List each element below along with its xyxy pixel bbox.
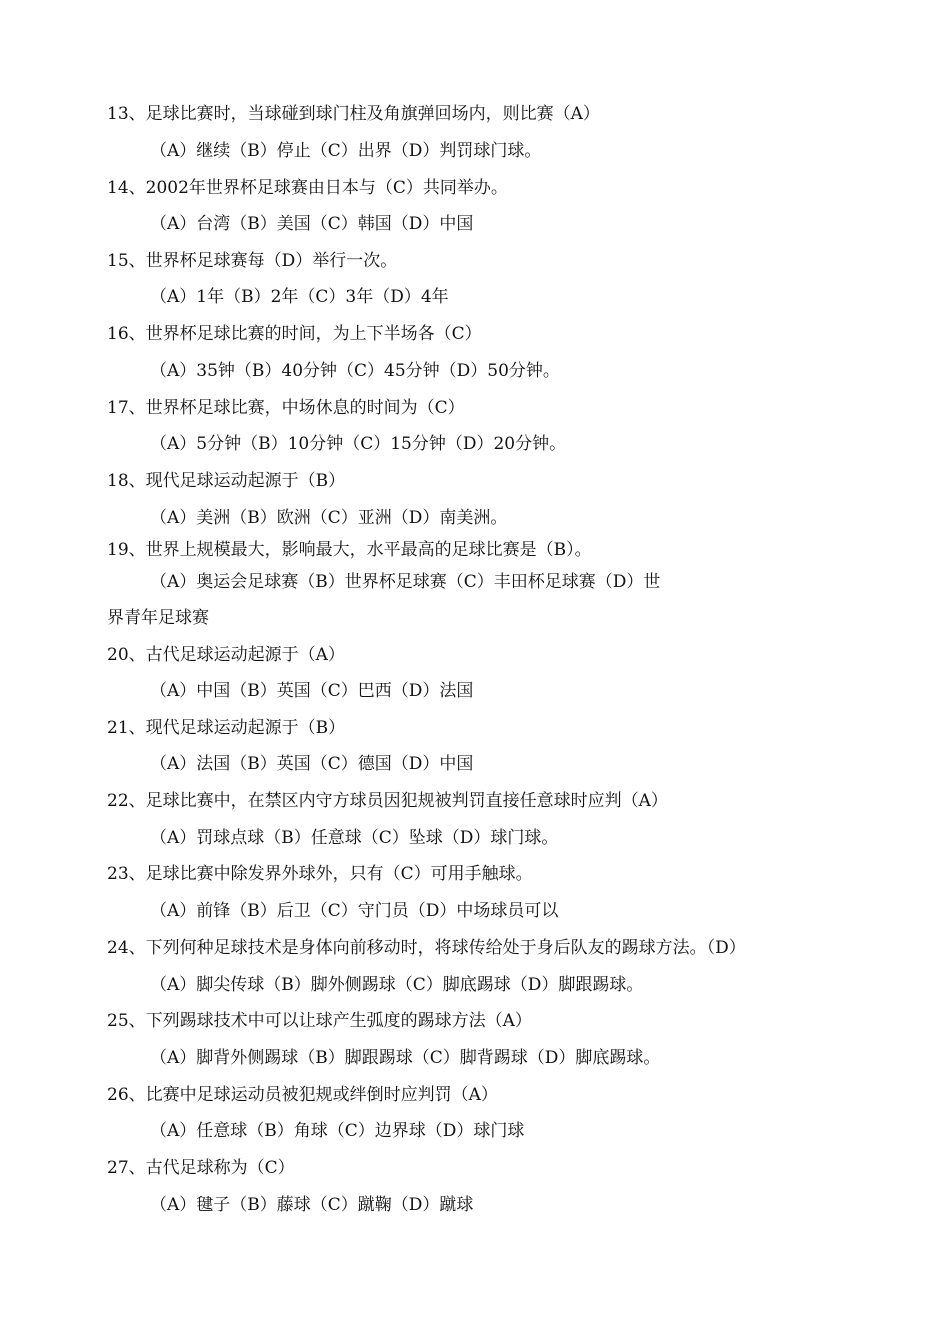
options-14: （A）台湾（B）美国（C）韩国（D）中国: [150, 214, 474, 234]
options-22: （A）罚球点球（B）任意球（C）坠球（D）球门球。: [150, 828, 559, 848]
question-18: 18、现代足球运动起源于（B）: [107, 471, 346, 491]
options-19: （A）奥运会足球赛（B）世界杯足球赛（C）丰田杯足球赛（D）世: [150, 572, 661, 592]
question-22: 22、足球比赛中，在禁区内守方球员因犯规被判罚直接任意球时应判（A）: [107, 791, 668, 811]
options-25: （A）脚背外侧踢球（B）脚跟踢球（C）脚背踢球（D）脚底踢球。: [150, 1048, 661, 1068]
question-16: 16、世界杯足球比赛的时间，为上下半场各（C）: [107, 324, 482, 344]
question-17: 17、世界杯足球比赛，中场休息的时间为（C）: [107, 398, 465, 418]
question-27: 27、古代足球称为（C）: [107, 1158, 295, 1178]
question-19: 19、世界上规模最大，影响最大，水平最高的足球比赛是（B）。: [107, 540, 592, 560]
options-17: （A）5分钟（B）10分钟（C）15分钟（D）20分钟。: [150, 434, 567, 454]
question-14: 14、2002年世界杯足球赛由日本与（C）共同举办。: [107, 178, 508, 198]
question-20: 20、古代足球运动起源于（A）: [107, 645, 345, 665]
options-19-continued: 界青年足球赛: [107, 608, 209, 628]
options-24: （A）脚尖传球（B）脚外侧踢球（C）脚底踢球（D）脚跟踢球。: [150, 975, 644, 995]
options-27: （A）毽子（B）藤球（C）蹴鞠（D）蹴球: [150, 1195, 474, 1215]
options-18: （A）美洲（B）欧洲（C）亚洲（D）南美洲。: [150, 508, 508, 528]
question-24: 24、下列何种足球技术是身体向前移动时，将球传给处于身后队友的踢球方法。（D）: [107, 938, 746, 958]
options-26: （A）任意球（B）角球（C）边界球（D）球门球: [150, 1121, 525, 1141]
options-15: （A）1年（B）2年（C）3年（D）4年: [150, 287, 449, 307]
question-13: 13、足球比赛时，当球碰到球门柱及角旗弹回场内，则比赛（A）: [107, 104, 600, 124]
question-26: 26、比赛中足球运动员被犯规或绊倒时应判罚（A）: [107, 1085, 498, 1105]
question-21: 21、现代足球运动起源于（B）: [107, 718, 346, 738]
question-25: 25、下列踢球技术中可以让球产生弧度的踢球方法（A）: [107, 1011, 532, 1031]
options-23: （A）前锋（B）后卫（C）守门员（D）中场球员可以: [150, 901, 559, 921]
options-20: （A）中国（B）英国（C）巴西（D）法国: [150, 681, 474, 701]
options-21: （A）法国（B）英国（C）德国（D）中国: [150, 754, 474, 774]
question-23: 23、足球比赛中除发界外球外，只有（C）可用手触球。: [107, 864, 533, 884]
options-16: （A）35钟（B）40分钟（C）45分钟（D）50分钟。: [150, 361, 560, 381]
question-15: 15、世界杯足球赛每（D）举行一次。: [107, 251, 398, 271]
options-13: （A）继续（B）停止（C）出界（D）判罚球门球。: [150, 141, 542, 161]
